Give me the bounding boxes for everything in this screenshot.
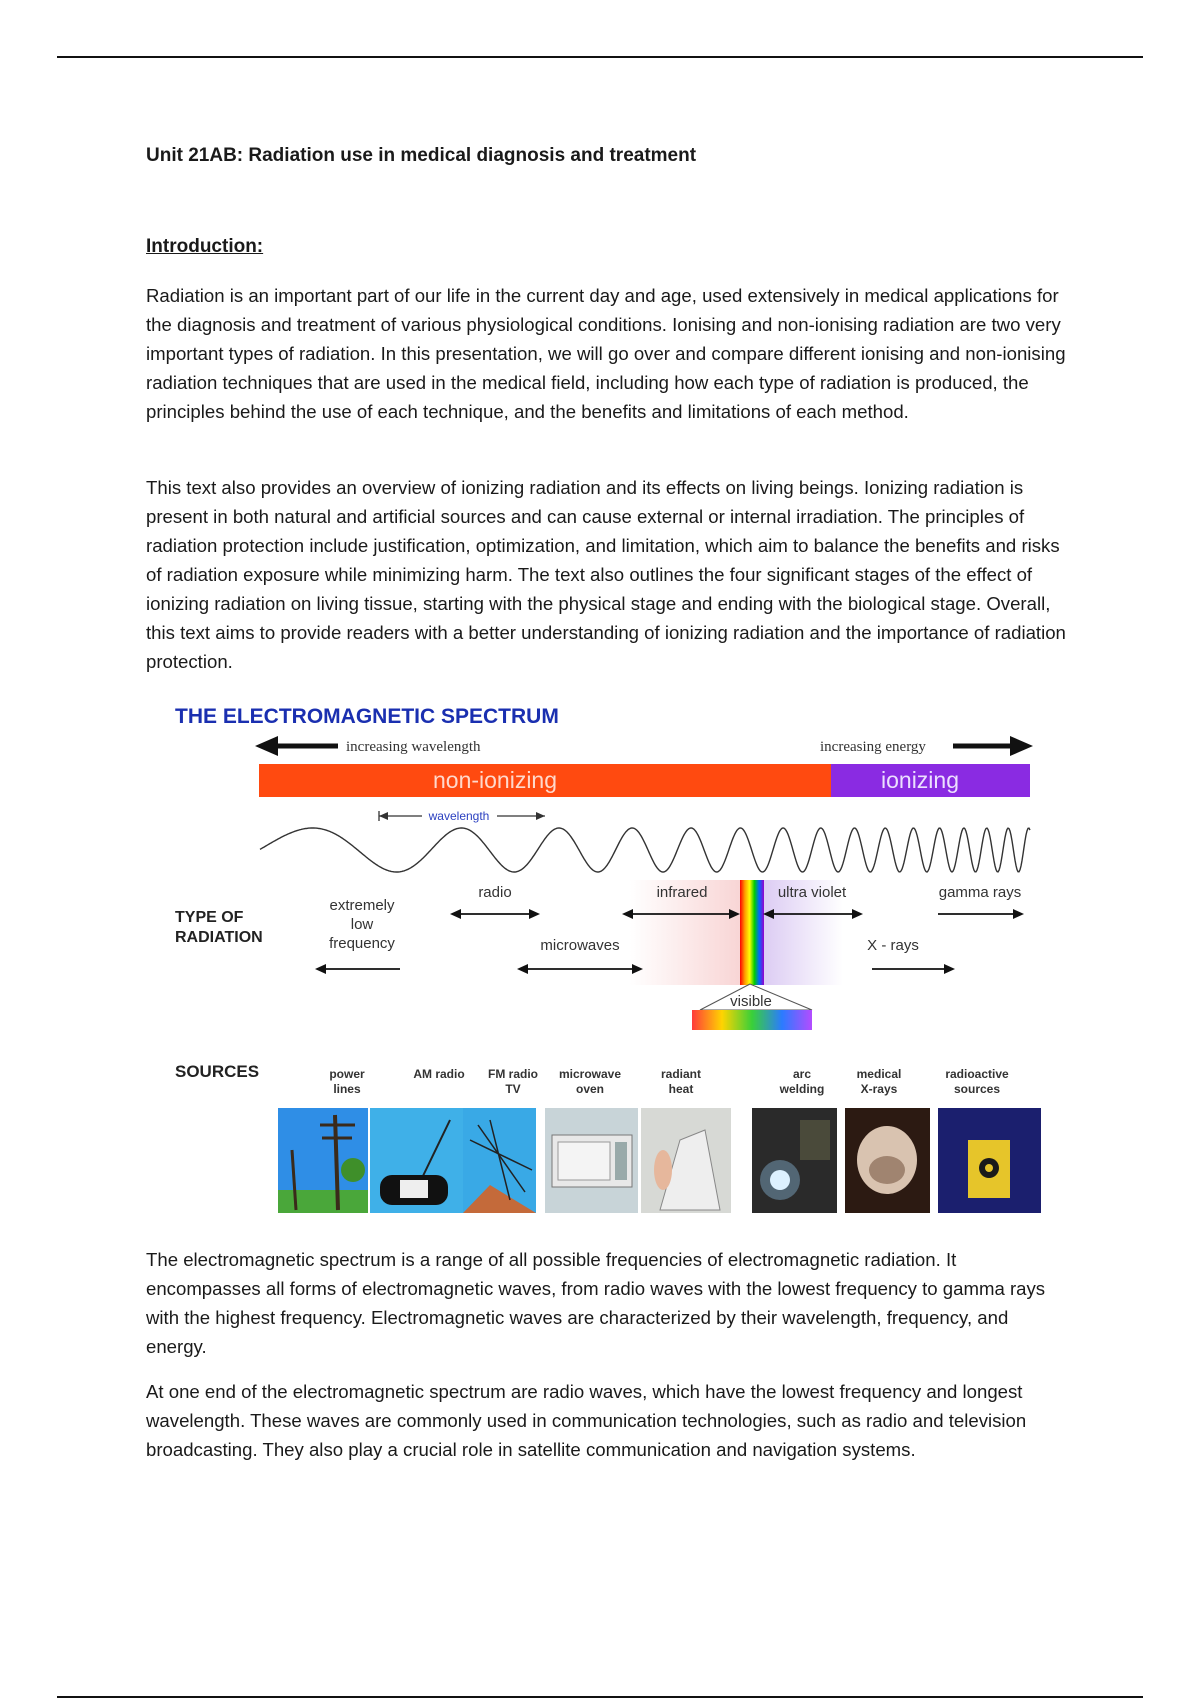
source-label-l2: TV: [505, 1082, 521, 1096]
source-label-l1: AM radio: [413, 1067, 465, 1081]
wave-curve: [260, 828, 1030, 872]
infrared-label: infrared: [656, 884, 708, 901]
increasing-energy-label: increasing energy: [820, 739, 926, 755]
increasing-energy-arrow: [953, 736, 1033, 756]
non-ionizing-label: non-ionizing: [432, 767, 558, 793]
type-of-radiation-label-line2: RADIATION: [175, 929, 263, 946]
xrays-arrow: [872, 964, 955, 974]
source-medical-xrays: [845, 1067, 930, 1213]
radio-arrow: [450, 909, 540, 919]
electromagnetic-spectrum-figure: [160, 700, 1060, 1220]
bottom-rule: [57, 1696, 1143, 1698]
visible-spectrum-stripe: [740, 880, 764, 985]
paragraph-intro: Radiation is an important part of our life in the current day and age, used extensively in medical applications for the diagnosis and treatment of various physiological conditions. Ionising and non-ionising radiation are two very important types of radiation. In this presentation, we will go over and compare different ionising and non-ionising radiation techniques that are used in the medical field, including how each type of radiation is produced, the principles behind the use of each technique, and the benefits and limitations of each method.: [146, 285, 1066, 422]
source-label-l2: heat: [668, 1082, 694, 1096]
xrays-label: X - rays: [867, 937, 919, 954]
radio-label: radio: [478, 884, 512, 901]
source-label-l1: FM radio: [488, 1067, 538, 1081]
elf-label-line1: extremely: [329, 897, 395, 914]
visible-label: visible: [730, 993, 772, 1010]
source-label-l2: lines: [333, 1082, 361, 1096]
source-radiant-heat: [641, 1067, 731, 1213]
top-rule: [57, 56, 1143, 58]
sources-label: SOURCES: [175, 1062, 260, 1081]
wavelength-label: wavelength: [428, 809, 490, 823]
source-fm-radio-tv: [463, 1067, 538, 1213]
source-radioactive-sources: [938, 1067, 1041, 1213]
source-label-l1: power: [329, 1067, 365, 1081]
source-power-lines: [278, 1067, 368, 1213]
source-label-l2: welding: [779, 1082, 825, 1096]
elf-label-line3: frequency: [329, 935, 395, 952]
gamma-rays-label: gamma rays: [938, 884, 1022, 901]
ultraviolet-label: ultra violet: [777, 884, 847, 901]
paragraph-radio-waves: At one end of the electromagnetic spectrum are radio waves, which have the lowest frequency and longest wavelength. These waves are commonly used in communication technologies, such as radio and television broadcasting. They also play a crucial role in satellite communication and navigation systems.: [146, 1381, 1027, 1460]
document-title: Unit 21AB: Radiation use in medical diagnosis and treatment: [146, 145, 697, 166]
figure-title: THE ELECTROMAGNETIC SPECTRUM: [175, 705, 559, 728]
elf-label-line2: low: [350, 916, 374, 933]
elf-arrow: [315, 964, 400, 974]
source-label-l2: X-rays: [860, 1082, 898, 1096]
source-am-radio: [370, 1067, 465, 1213]
increasing-wavelength-label: increasing wavelength: [346, 739, 481, 755]
source-label-l1: radioactive: [945, 1067, 1009, 1081]
increasing-wavelength-arrow: [255, 736, 338, 756]
source-arc-welding: [752, 1067, 837, 1213]
section-heading-introduction: Introduction:: [146, 236, 264, 257]
source-label-l1: radiant: [660, 1067, 702, 1081]
source-microwave-oven: [545, 1067, 638, 1213]
paragraph-overview: This text also provides an overview of ionizing radiation and its effects on living beings. Ionizing radiation is present in both natural and artificial sources and can cause external or internal irradiation. The principles of radiation protection include justification, optimization, and limitation, which aim to balance the benefits and risks of radiation exposure while minimizing harm. The text also outlines the four significant stages of the effect of ionizing radiation on living tissue, starting with the physical stage and ending with the biological stage. Overall, this text aims to provide readers with a better understanding of ionizing radiation and the importance of radiation protection.: [146, 477, 1066, 672]
gamma-arrow: [938, 909, 1024, 919]
source-label-l1: medical: [856, 1067, 902, 1081]
microwaves-label: microwaves: [540, 937, 620, 954]
source-label-l2: sources: [953, 1082, 1001, 1096]
type-of-radiation-label-line1: TYPE OF: [175, 909, 244, 926]
source-label-l1: microwave: [558, 1067, 622, 1081]
source-label-l2: oven: [575, 1082, 605, 1096]
source-label-l1: arc: [792, 1067, 812, 1081]
microwaves-arrow: [517, 964, 643, 974]
ionizing-label: ionizing: [881, 767, 959, 793]
paragraph-em-spectrum: The electromagnetic spectrum is a range of all possible frequencies of electromagnetic radiation. It encompasses all forms of electromagnetic waves, from radio waves with the lowest frequency to gamma rays with the highest frequency. Electromagnetic waves are characterized by their wavelength, frequency, and energy.: [146, 1249, 1046, 1357]
